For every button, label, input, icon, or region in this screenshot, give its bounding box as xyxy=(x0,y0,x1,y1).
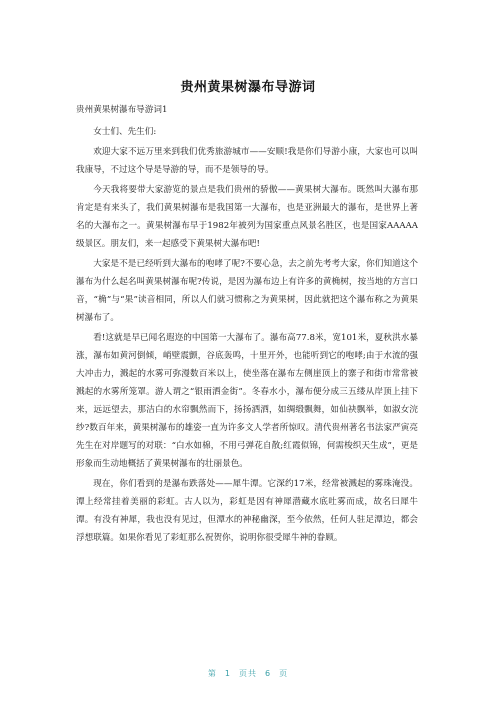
document-body xyxy=(76,101,418,549)
paragraph-description: 看!这就是早已闻名遐迩的中国第一大瀑布了。瀑布高77.8米，宽101米，夏秋洪水暴涨，瀑布如黄河倒倾，峭壁震颤，谷底轰鸣，十里开外，也能听到它的咆哮;由于水流的强大冲击力，溅起的水雾可弥漫数百米以上，使坐落在瀑布左侧崖顶上的寨子和街市常常被溅起的水雾所笼罩。游人谓之“银雨洒金街”。冬春水小，瀑布便分成三五缕从岸顶上挂下来，远远望去，那洁白的水帘飘然而下，扬扬洒洒，如绸缎飘舞，如仙袂飘举，如淑女浣纱?数百年来，黄果树瀑布的雄姿一直为许多文人学者所惊叹。清代贵州著名书法家严寅亮先生在对岸题写的对联：“白水如棉，不用弓弹花自散;红霞似锦，何需梭织天生成”，更是形象而生动地概括了黄果树瀑布的壮丽景色。 xyxy=(76,333,418,469)
paragraph-greeting: 女士们、先生们: xyxy=(93,127,157,137)
document-title: 贵州黄果树瀑布导游词 xyxy=(180,80,316,95)
paragraph-welcome: 欢迎大家不远万里来到我们优秀旅游城市——安顺!我是你们导游小康，大家也可以叫我康导，不过这个导是导游的导，而不是领导的导。 xyxy=(76,147,418,175)
footer-page-total: 6 xyxy=(265,669,272,678)
paragraph-rhino-pool: 现在，你们看到的是瀑布跌落处——犀牛潭。它深约17米，经常被溅起的雾珠淹没。潭上经常挂着美丽的彩虹。古人以为，彩虹是因有神犀潜藏水底吐雾而成，故名曰犀牛潭。有没有神犀，我也没有见过，但潭水的神秘幽深，至今依然，任何人驻足潭边，都会浮想联篇。如果你看见了彩虹那么祝贺你，说明你很受犀牛神的眷顾。 xyxy=(76,479,418,543)
paragraph-name-origin: 大家是不是已经听到大瀑布的咆哮了呢?不要心急，去之前先考考大家，你们知道这个瀑布为什么起名叫黄果树瀑布呢?传说，是因为瀑布边上有许多的黄桷树，按当地的方言口音，“桷”与“果”读音相同，所以人们就习惯称之为黄果树，因此就把这个瀑布称之为黄果树瀑布了。 xyxy=(76,259,418,323)
page-footer xyxy=(0,668,496,679)
section-heading: 贵州黄果树瀑布导游词1 xyxy=(76,105,168,115)
footer-page-label: 第 xyxy=(207,669,217,678)
footer-page-end: 页 xyxy=(279,669,289,678)
paragraph-intro: 今天我将要带大家游览的景点是我们贵州的骄傲——黄果树大瀑布。既然叫大瀑布那肯定是有来头了，我们黄果树瀑布是我国第一大瀑布，也是亚洲最大的瀑布，是世界上著名的大瀑布之一。黄果树瀑布早于1982年被列为国家重点风景名胜区，也是国家AAAAA级景区。朋友们，来一起感受下黄果树大瀑布吧! xyxy=(76,185,418,249)
footer-page-current: 1 xyxy=(224,669,231,678)
footer-page-mid: 页共 xyxy=(239,669,257,678)
